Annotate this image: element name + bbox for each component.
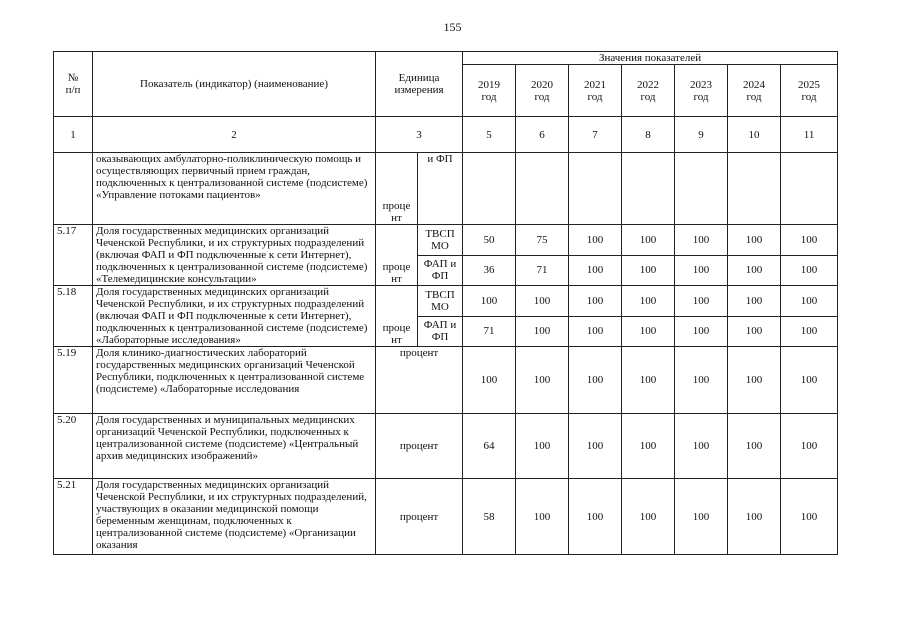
value-cell: 100 (569, 479, 622, 555)
unit-subgroup: ТВСП МО (418, 225, 463, 256)
indicator-text: Доля государственных медицинских организаций Чеченской Республики, и их структурных подразделений (включая ФАП и ФП подключенные к сети Интернет), подключенных к централизованной системе (подсистеме) «Телемедицинские консультации» (93, 225, 376, 286)
header-year-suffix: год (534, 90, 550, 103)
header-no: № п/п (54, 52, 93, 117)
indicator-text: Доля государственных медицинских организаций Чеченской Республики, и их структурных подразделений, участвующих в оказании медицинской помощи беременным женщинам, подключенных к централизованной системе (подсистеме) «Организации оказания (93, 479, 376, 555)
value-cell (622, 153, 675, 225)
header-year-2019 (463, 65, 516, 117)
table-row (54, 225, 838, 256)
value-cell (569, 153, 622, 225)
value-cell: 100 (675, 479, 728, 555)
table-row (54, 347, 838, 414)
value-cell: 100 (569, 286, 622, 317)
value-cell: 100 (675, 347, 728, 414)
header-values-group: Значения показателей (463, 52, 838, 65)
value-cell: 100 (516, 286, 569, 317)
unit-subgroup: ФАП и ФП (418, 316, 463, 347)
unit-subgroup: ТВСП МО (418, 286, 463, 317)
value-cell: 36 (463, 255, 516, 286)
value-cell: 100 (728, 316, 781, 347)
header-year-suffix: год (801, 90, 817, 103)
column-number: 10 (728, 117, 781, 153)
header-unit: Единица измерения (376, 52, 463, 117)
column-number: 1 (54, 117, 93, 153)
value-cell: 100 (622, 479, 675, 555)
header-year-2024 (728, 65, 781, 117)
header-year-2022 (622, 65, 675, 117)
table-row (54, 153, 838, 225)
header-year-suffix: год (587, 90, 603, 103)
table-row (54, 479, 838, 555)
header-year-suffix: год (640, 90, 656, 103)
unit-label: процент (376, 347, 463, 414)
row-number: 5.19 (54, 347, 93, 414)
header-year-2020 (516, 65, 569, 117)
value-cell: 100 (728, 414, 781, 479)
indicator-text: Доля государственных и муниципальных медицинских организаций Чеченской Республики, подключенных к централизованной системе (подсистеме) «Центральный архив медицинских изображений» (93, 414, 376, 479)
column-number: 3 (376, 117, 463, 153)
value-cell (675, 153, 728, 225)
row-number: 5.18 (54, 286, 93, 347)
value-cell (516, 153, 569, 225)
value-cell: 100 (516, 347, 569, 414)
indicator-text: оказывающих амбулаторно-поликлиническую помощь и осуществляющих первичный прием граждан, подключенных к централизованной системе (подсистеме) «Управление потоками пациентов» (93, 153, 376, 225)
value-cell: 100 (728, 347, 781, 414)
header-year-value: 2020 (531, 78, 554, 91)
page-number: 155 (443, 20, 462, 34)
value-cell: 100 (569, 225, 622, 256)
header-year-value: 2024 (743, 78, 766, 91)
value-cell (781, 153, 838, 225)
value-cell: 100 (675, 414, 728, 479)
value-cell (728, 153, 781, 225)
value-cell: 100 (728, 255, 781, 286)
value-cell: 58 (463, 479, 516, 555)
header-year-value: 2019 (478, 78, 501, 91)
value-cell: 100 (516, 479, 569, 555)
value-cell: 100 (569, 255, 622, 286)
value-cell: 100 (728, 286, 781, 317)
column-number: 5 (463, 117, 516, 153)
value-cell: 100 (463, 286, 516, 317)
value-cell: 100 (781, 347, 838, 414)
row-number: 5.21 (54, 479, 93, 555)
value-cell: 71 (516, 255, 569, 286)
value-cell: 100 (622, 286, 675, 317)
header-year-suffix: год (746, 90, 762, 103)
unit-label: процент (376, 414, 463, 479)
row-number: 5.20 (54, 414, 93, 479)
value-cell: 100 (622, 414, 675, 479)
value-cell: 100 (675, 225, 728, 256)
value-cell: 100 (781, 316, 838, 347)
column-number: 8 (622, 117, 675, 153)
indicator-text: Доля клинико-диагностических лабораторий государственных медицинских организаций Чеченской Республики, подключенных к централизованной системе (подсистеме) «Лабораторные исследования (93, 347, 376, 414)
row-number: 5.17 (54, 225, 93, 286)
value-cell: 100 (781, 414, 838, 479)
value-cell: 100 (728, 479, 781, 555)
value-cell: 50 (463, 225, 516, 256)
header-indicator: Показатель (индикатор) (наименование) (93, 52, 376, 117)
value-cell: 100 (781, 255, 838, 286)
value-cell (463, 153, 516, 225)
value-cell: 100 (781, 225, 838, 256)
value-cell: 100 (781, 286, 838, 317)
value-cell: 100 (516, 316, 569, 347)
header-year-value: 2023 (690, 78, 713, 91)
value-cell: 100 (675, 286, 728, 317)
value-cell: 100 (569, 316, 622, 347)
table-row (54, 286, 838, 317)
value-cell: 100 (622, 316, 675, 347)
header-year-2021 (569, 65, 622, 117)
table-row (54, 414, 838, 479)
value-cell: 100 (516, 414, 569, 479)
value-cell: 64 (463, 414, 516, 479)
value-cell: 100 (675, 255, 728, 286)
unit-label: процент (376, 479, 463, 555)
value-cell: 100 (728, 225, 781, 256)
header-year-2025 (781, 65, 838, 117)
column-number: 2 (93, 117, 376, 153)
header-year-2023 (675, 65, 728, 117)
column-number: 11 (781, 117, 838, 153)
column-number: 7 (569, 117, 622, 153)
value-cell: 100 (463, 347, 516, 414)
value-cell: 100 (569, 414, 622, 479)
header-year-suffix: год (693, 90, 709, 103)
unit-label: проце нт (376, 286, 418, 347)
header-year-value: 2021 (584, 78, 607, 91)
value-cell: 100 (569, 347, 622, 414)
value-cell: 100 (622, 347, 675, 414)
indicator-text: Доля государственных медицинских организаций Чеченской Республики, и их структурных подразделений (включая ФАП и ФП подключенные к сети Интернет), подключенных к централизованной системе (подсистеме) «Лабораторные исследования» (93, 286, 376, 347)
unit-subgroup: ФАП и ФП (418, 255, 463, 286)
header-year-suffix: год (481, 90, 497, 103)
unit-label: проце нт (376, 225, 418, 286)
value-cell: 100 (622, 255, 675, 286)
header-year-value: 2022 (637, 78, 660, 91)
value-cell: 71 (463, 316, 516, 347)
row-number (54, 153, 93, 225)
column-number: 9 (675, 117, 728, 153)
value-cell: 100 (675, 316, 728, 347)
value-cell: 100 (781, 479, 838, 555)
unit-subgroup: и ФП (418, 153, 463, 225)
unit-label: проце нт (376, 153, 418, 225)
value-cell: 100 (622, 225, 675, 256)
header-year-value: 2025 (798, 78, 821, 91)
value-cell: 75 (516, 225, 569, 256)
indicators-table (53, 51, 838, 555)
column-number: 6 (516, 117, 569, 153)
